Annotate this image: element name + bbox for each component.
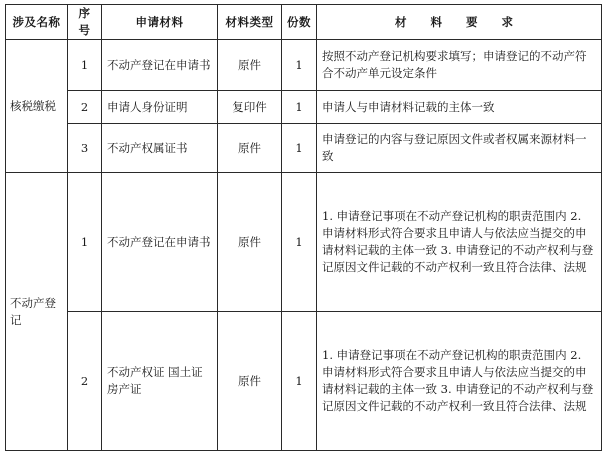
material-cell: 不动产权证 国土证 房产证 bbox=[102, 312, 218, 451]
type-cell: 原件 bbox=[218, 40, 282, 91]
table-header-row bbox=[6, 5, 602, 40]
material-cell: 不动产登记在申请书 bbox=[102, 40, 218, 91]
header-copies: 份数 bbox=[282, 5, 317, 40]
seq-cell: 3 bbox=[68, 124, 102, 173]
header-requirement: 材 料 要 求 bbox=[317, 5, 602, 40]
requirement-cell: 1. 申请登记事项在不动产登记机构的职责范围内 2. 申请材料形式符合要求且申请人与依法应当提交的申请材料记载的主体一致 3. 申请登记的不动产权利与登记原因文件记载的不动产权利一致且符合法律、法规 bbox=[317, 173, 602, 312]
type-cell: 原件 bbox=[218, 312, 282, 451]
copies-cell: 1 bbox=[282, 40, 317, 91]
table-row bbox=[6, 40, 602, 91]
header-seq: 序号 bbox=[68, 5, 102, 40]
category-cell: 不动产登记 bbox=[6, 173, 68, 451]
material-cell: 申请人身份证明 bbox=[102, 91, 218, 124]
header-material: 申请材料 bbox=[102, 5, 218, 40]
material-cell: 不动产权属证书 bbox=[102, 124, 218, 173]
copies-cell: 1 bbox=[282, 173, 317, 312]
materials-table-container bbox=[5, 4, 602, 451]
header-type: 材料类型 bbox=[218, 5, 282, 40]
table-row bbox=[6, 91, 602, 124]
category-cell: 核税缴税 bbox=[6, 40, 68, 173]
requirement-cell: 申请人与申请材料记载的主体一致 bbox=[317, 91, 602, 124]
copies-cell: 1 bbox=[282, 91, 317, 124]
table-row bbox=[6, 312, 602, 451]
copies-cell: 1 bbox=[282, 124, 317, 173]
copies-cell: 1 bbox=[282, 312, 317, 451]
table-row bbox=[6, 173, 602, 312]
type-cell: 原件 bbox=[218, 173, 282, 312]
seq-cell: 1 bbox=[68, 40, 102, 91]
materials-table bbox=[5, 4, 602, 451]
requirement-cell: 申请登记的内容与登记原因文件或者权属来源材料一致 bbox=[317, 124, 602, 173]
type-cell: 复印件 bbox=[218, 91, 282, 124]
type-cell: 原件 bbox=[218, 124, 282, 173]
table-row bbox=[6, 124, 602, 173]
requirement-cell: 1. 申请登记事项在不动产登记机构的职责范围内 2. 申请材料形式符合要求且申请人与依法应当提交的申请材料记载的主体一致 3. 申请登记的不动产权利与登记原因文件记载的不动产权利一致且符合法律、法规 bbox=[317, 312, 602, 451]
seq-cell: 2 bbox=[68, 312, 102, 451]
seq-cell: 1 bbox=[68, 173, 102, 312]
seq-cell: 2 bbox=[68, 91, 102, 124]
material-cell: 不动产登记在申请书 bbox=[102, 173, 218, 312]
requirement-cell: 按照不动产登记机构要求填写；申请登记的不动产符合不动产单元设定条件 bbox=[317, 40, 602, 91]
header-category: 涉及名称 bbox=[6, 5, 68, 40]
